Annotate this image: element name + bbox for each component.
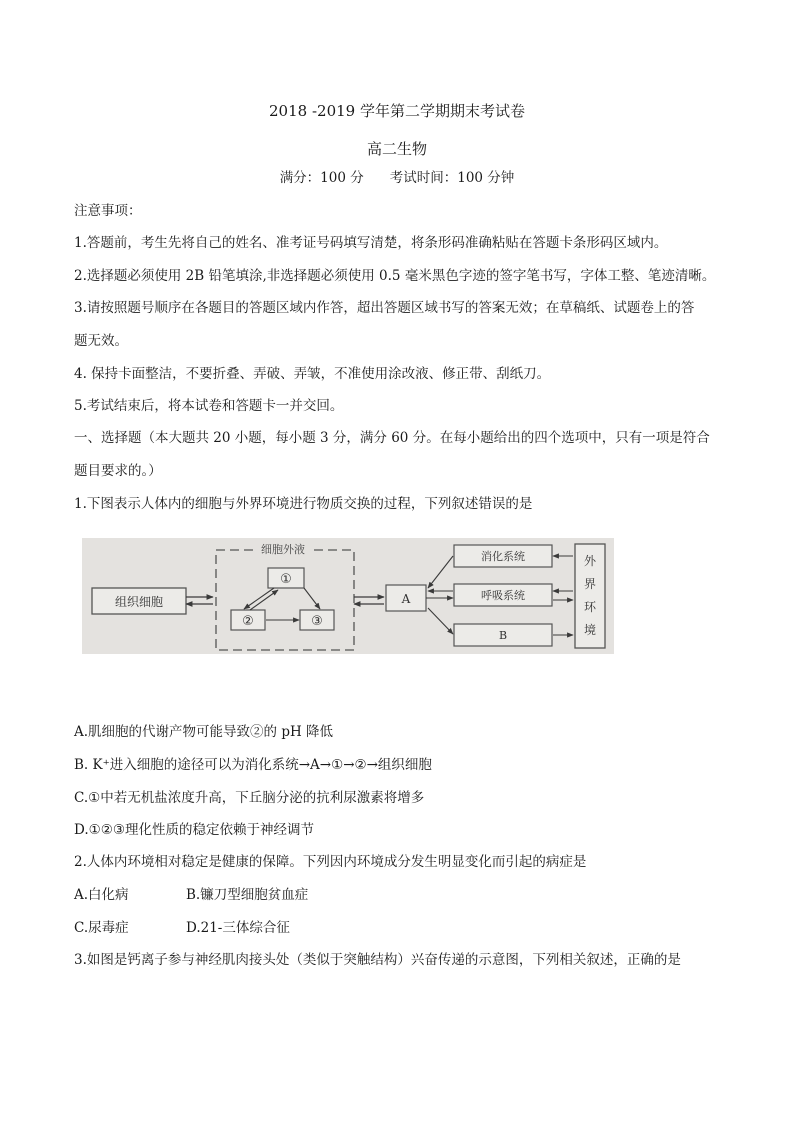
question-2-option-c: C.尿毒症: [74, 920, 129, 936]
exam-subject: 高二生物: [366, 140, 427, 158]
question-1-option-a: A.肌细胞的代谢产物可能导致②的 pH 降低: [74, 724, 334, 740]
question-2-option-a: A.白化病: [74, 887, 129, 903]
node-1-label: ①: [280, 572, 292, 587]
node-3-label: ③: [311, 614, 323, 629]
external-environment-char: 界: [583, 577, 597, 591]
notice-heading: 注意事项：: [74, 203, 142, 219]
notice-item: 2.选择题必须使用 2B 铅笔填涂,非选择题必须使用 0.5 毫米黑色字迹的签字笔书写，字体工整、笔迹清晰。: [74, 268, 716, 284]
notice-item: 5.考试结束后，将本试卷和答题卡一并交回。: [74, 398, 344, 414]
tissue-cell-label: 组织细胞: [114, 595, 164, 609]
question-1-option-b: B. K⁺进入细胞的途径可以为消化系统→A→①→②→组织细胞: [74, 757, 432, 773]
node-2-label: ②: [242, 614, 254, 629]
node-a-label: A: [401, 592, 411, 606]
exam-meta: [0, 172, 794, 186]
respiratory-system-label: 呼吸系统: [481, 589, 525, 602]
exam-time: 考试时间：100 分钟: [389, 170, 515, 186]
exchange-diagram: [82, 538, 614, 654]
fluid-label: 细胞外液: [261, 543, 305, 556]
question-2-option-d: D.21-三体综合征: [186, 920, 290, 936]
notice-item: 4. 保持卡面整洁，不要折叠、弄破、弄皱，不准使用涂改液、修正带、刮纸刀。: [74, 366, 551, 382]
section-heading-cont: 题目要求的。）: [74, 463, 162, 479]
exam-title: 2018 -2019 学年第二学期期末考试卷: [269, 102, 525, 120]
full-score: 满分：100 分: [279, 170, 364, 186]
section-heading: 一、选择题（本大题共 20 小题，每小题 3 分，满分 60 分。在每小题给出的四个选项中，只有一项是符合: [74, 430, 710, 446]
external-environment-char: 境: [583, 623, 597, 637]
question-1-option-d: D.①②③理化性质的稳定依赖于神经调节: [74, 822, 314, 838]
notice-item: 3.请按照题号顺序在各题目的答题区域内作答，超出答题区域书写的答案无效；在草稿纸、试题卷上的答: [74, 300, 695, 316]
question-1-option-c: C.①中若无机盐浓度升高，下丘脑分泌的抗利尿激素将增多: [74, 790, 425, 806]
node-b-label: B: [498, 629, 508, 642]
notice-item: 1.答题前，考生先将自己的姓名、准考证号码填写清楚，将条形码准确粘贴在答题卡条形码区域内。: [74, 235, 668, 251]
external-environment-char: 环: [583, 600, 597, 614]
notice-item: 题无效。: [74, 333, 128, 349]
question-3-stem: 3.如图是钙离子参与神经肌肉接头处（类似于突触结构）兴奋传递的示意图，下列相关叙述，正确的是: [74, 952, 681, 968]
question-2-option-b: B.镰刀型细胞贫血症: [186, 887, 309, 903]
question-1-stem: 1.下图表示人体内的细胞与外界环境进行物质交换的过程，下列叙述错误的是: [74, 496, 533, 512]
question-2-stem: 2.人体内环境相对稳定是健康的保障。下列因内环境成分发生明显变化而引起的病症是: [74, 854, 587, 870]
digestive-system-label: 消化系统: [481, 550, 525, 563]
external-environment-char: 外: [583, 554, 597, 568]
